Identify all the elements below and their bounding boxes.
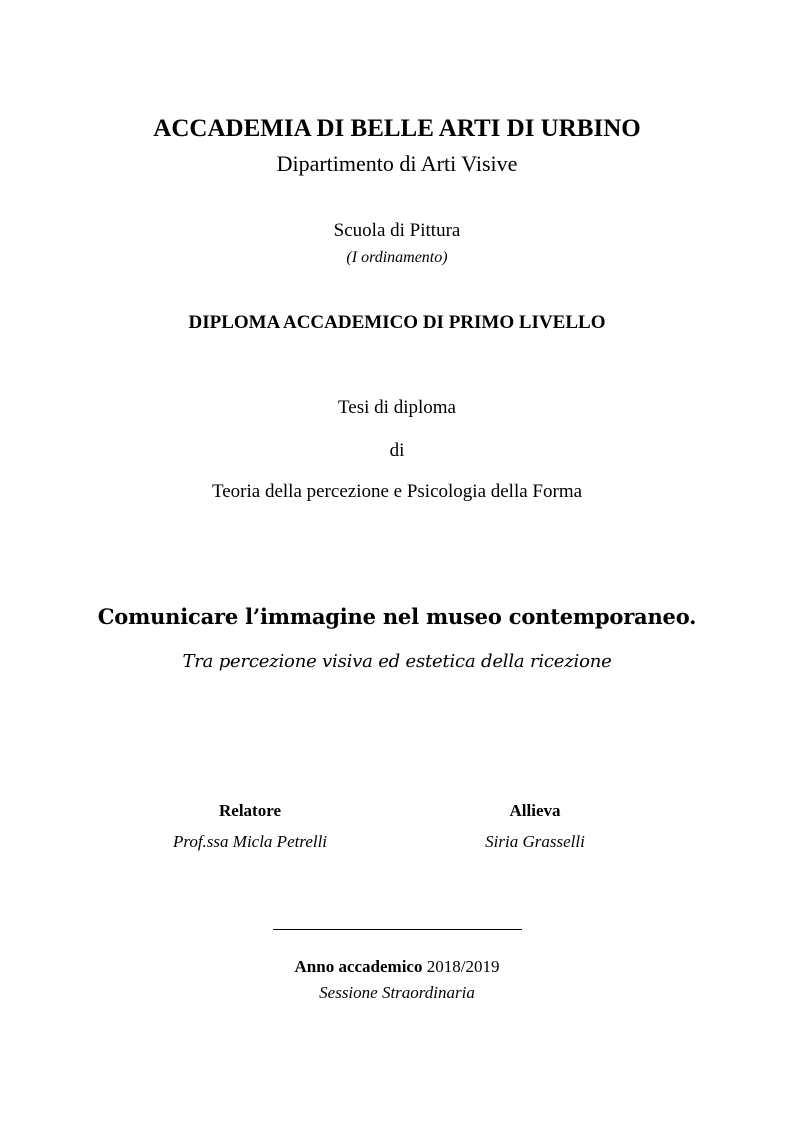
academic-year-label: Anno accademico: [294, 957, 423, 976]
department-name: Dipartimento di Arti Visive: [276, 151, 518, 176]
school-note: (I ordinamento): [346, 249, 448, 266]
academic-year-value: 2018/2019: [426, 957, 500, 976]
supervisor-name: Prof.ssa Micla Petrelli: [172, 832, 328, 851]
school-name: Scuola di Pittura: [333, 220, 461, 241]
degree-title: DIPLOMA ACCADEMICO DI PRIMO LIVELLO: [188, 312, 606, 333]
session-name: Sessione Straordinaria: [319, 983, 475, 1002]
supervisor-role: Relatore: [219, 801, 281, 820]
divider-line: [273, 929, 522, 930]
student-name: Siria Grasselli: [485, 832, 585, 851]
student-role: Allieva: [509, 801, 561, 820]
thesis-subtitle: Tra percezione visiva ed estetica della ricezione: [182, 651, 612, 672]
academic-year: [0, 957, 794, 977]
thesis-title: Comunicare l’immagine nel museo contemporaneo.: [97, 604, 697, 629]
thesis-subject: Teoria della percezione e Psicologia della Forma: [211, 481, 583, 502]
thesis-label: Tesi di diploma: [338, 397, 456, 418]
institution-name: ACCADEMIA DI BELLE ARTI DI URBINO: [153, 115, 641, 142]
thesis-connector: di: [389, 440, 405, 461]
